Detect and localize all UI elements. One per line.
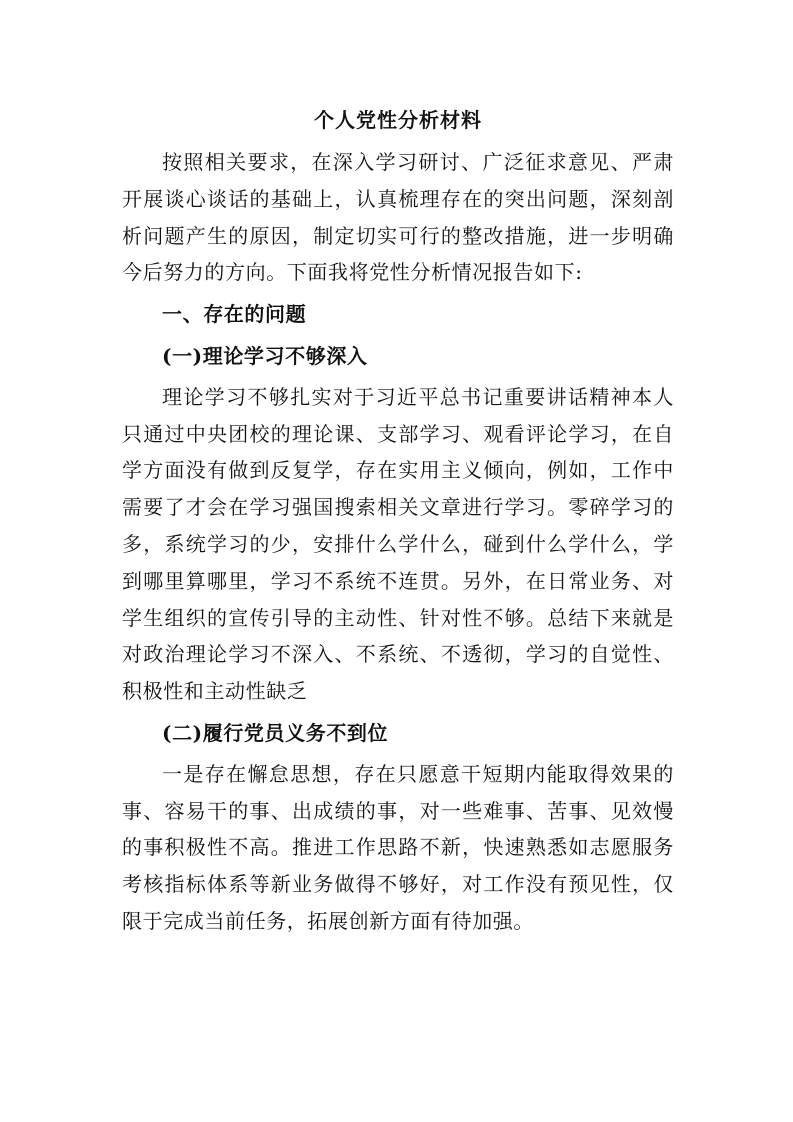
document-title: 个人党性分析材料 <box>314 108 482 132</box>
subsection-heading-theory-study: (一)理论学习不够深入 <box>162 343 368 368</box>
intro-paragraph: 按照相关要求，在深入学习研讨、广泛征求意见、严肃开展谈心谈话的基础上，认真梳理存在的突出问题，深刻剖析问题产生的原因，制定切实可行的整改措施，进一步明确今后努力的方向。下面我将党性分析情况报告如下: <box>122 150 674 285</box>
theory-study-paragraph: 理论学习不够扎实对于习近平总书记重要讲话精神本人只通过中央团校的理论课、支部学习、观看评论学习，在自学方面没有做到反复学，存在实用主义倾向，例如，工作中需要了才会在学习强国搜索相关文章进行学习。零碎学习的多，系统学习的少，安排什么学什么，碰到什么学什么，学到哪里算哪里，学习不系统不连贯。另外，在日常业务、对学生组织的宣传引导的主动性、针对性不够。总结下来就是对政治理论学习不深入、不系统、不透彻，学习的自觉性、积极性和主动性缺乏 <box>122 384 674 704</box>
section-heading-problems: 一、存在的问题 <box>162 302 307 327</box>
document-body <box>122 102 674 940</box>
member-duties-paragraph: 一是存在懈怠思想，存在只愿意干短期内能取得效果的事、容易干的事、出成绩的事，对一些难事、苦事、见效慢的事积极性不高。推进工作思路不新，快速熟悉如志愿服务考核指标体系等新业务做得不够好，对工作没有预见性，仅限于完成当前任务，拓展创新方面有待加强。 <box>122 761 674 933</box>
subsection-heading-member-duties: (二)履行党员义务不到位 <box>162 720 389 745</box>
